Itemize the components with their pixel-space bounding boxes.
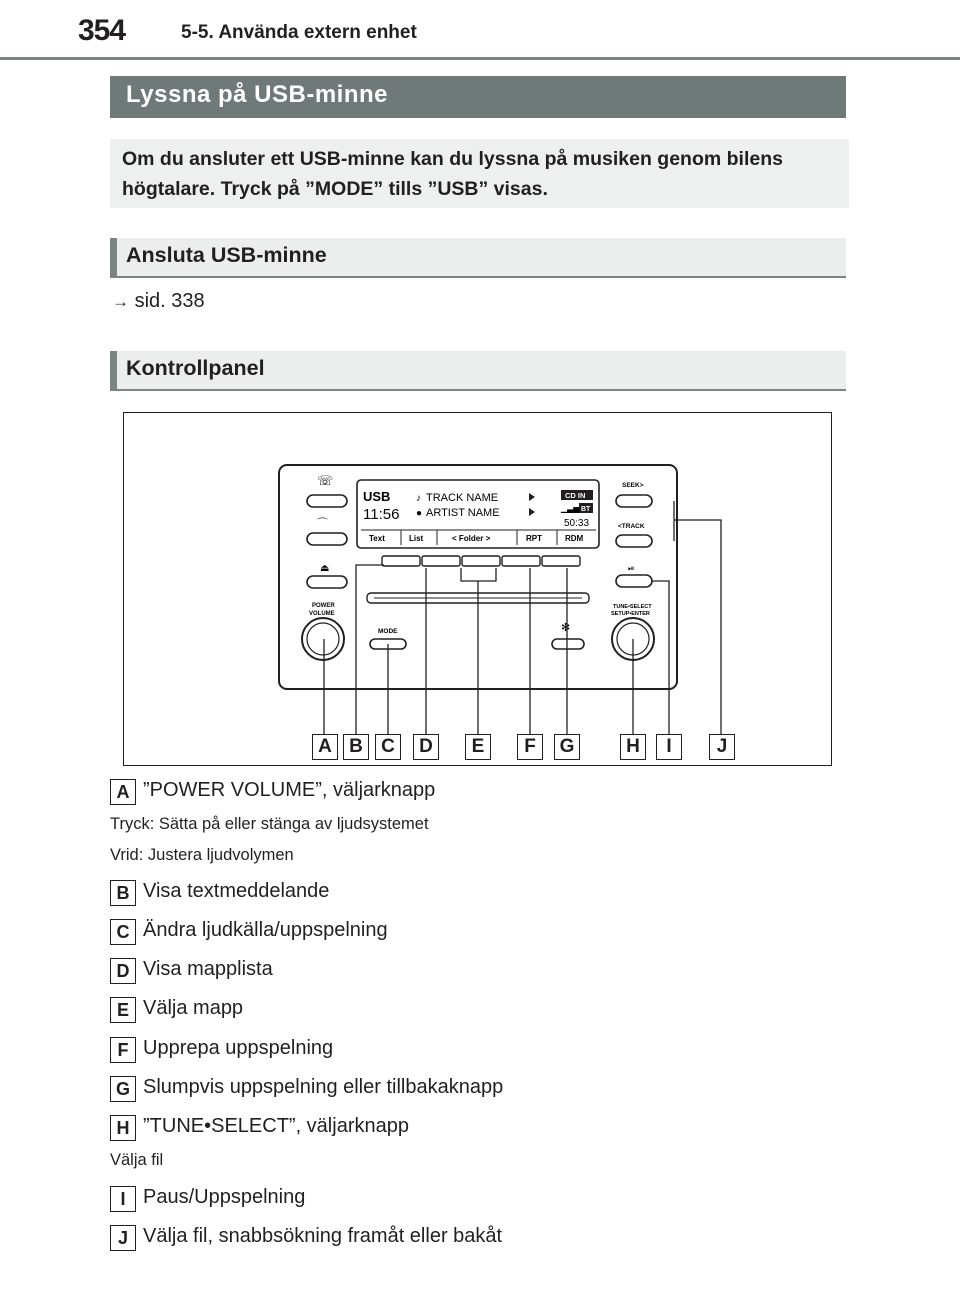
item-text-a: ”POWER VOLUME”, väljarknapp bbox=[143, 779, 436, 801]
setup-label: SETUP•ENTER bbox=[611, 611, 650, 617]
item-label-i: I bbox=[110, 1186, 136, 1212]
person-icon: ● bbox=[416, 508, 423, 519]
softkey-label-folder: < Folder > bbox=[452, 534, 491, 543]
item-text-e: Välja mapp bbox=[143, 997, 244, 1019]
panel-heading bbox=[110, 351, 846, 391]
header-rule bbox=[0, 57, 960, 60]
callout-i: I bbox=[656, 734, 682, 760]
chapter-title: 5-5. Använda extern enhet bbox=[181, 22, 417, 43]
volume-label: VOLUME bbox=[309, 611, 335, 617]
softkey-label-rpt: RPT bbox=[526, 534, 542, 543]
screen-time: 50:33 bbox=[564, 518, 590, 529]
power-volume-knob bbox=[302, 618, 344, 660]
brightness-icon: ✻ bbox=[561, 621, 571, 634]
item-text-b: Visa textmeddelande bbox=[143, 880, 330, 902]
seek-label: SEEK> bbox=[622, 482, 644, 489]
item-text-j: Välja fil, snabbsökning framåt eller bakåt bbox=[143, 1225, 503, 1247]
item-note-a-1: Tryck: Sätta på eller stänga av ljudsystemet bbox=[110, 815, 429, 833]
softkey-label-list: List bbox=[409, 534, 424, 543]
track-label: <TRACK bbox=[618, 523, 645, 530]
intro-text: Om du ansluter ett USB-minne kan du lyssna på musiken genom bilens högtalare. Tryck på ”MODE” tills ”USB” visas. bbox=[122, 148, 783, 200]
item-text-c: Ändra ljudkälla/uppspelning bbox=[143, 919, 388, 941]
screen-artist: ARTIST NAME bbox=[426, 507, 500, 519]
item-note-h-1: Välja fil bbox=[110, 1151, 164, 1169]
item-label-d: D bbox=[110, 958, 136, 984]
setup-button bbox=[552, 639, 584, 649]
item-text-h: ”TUNE•SELECT”, väljarknapp bbox=[143, 1115, 409, 1137]
page-reference[interactable] bbox=[112, 290, 205, 313]
callout-a: A bbox=[312, 734, 338, 760]
note-icon: ♪ bbox=[416, 493, 421, 504]
play-pause-icon: ⏯ bbox=[628, 564, 635, 573]
control-panel-figure bbox=[123, 412, 832, 766]
callout-h: H bbox=[620, 734, 646, 760]
reference-text: sid. 338 bbox=[134, 290, 205, 312]
callout-d: D bbox=[413, 734, 439, 760]
item-text-f: Upprepa uppspelning bbox=[143, 1037, 334, 1059]
phone-icon: ☏ bbox=[317, 474, 334, 489]
track-button bbox=[616, 535, 652, 547]
connect-title: Ansluta USB-minne bbox=[126, 243, 327, 267]
eject-icon: ⏏ bbox=[320, 563, 330, 574]
section-title: Lyssna på USB-minne bbox=[126, 81, 389, 108]
connect-heading bbox=[110, 238, 846, 278]
eject-button bbox=[307, 576, 347, 588]
softkey-row bbox=[382, 556, 580, 566]
signal-icon: ▁▃▅ bbox=[561, 504, 580, 513]
hangup-button bbox=[307, 533, 347, 545]
track-arrow-icon bbox=[529, 493, 535, 501]
item-label-g: G bbox=[110, 1076, 136, 1102]
item-label-a: A bbox=[110, 779, 136, 805]
callout-b: B bbox=[343, 734, 369, 760]
item-text-i: Paus/Uppspelning bbox=[143, 1186, 306, 1208]
item-label-e: E bbox=[110, 997, 136, 1023]
artist-arrow-icon bbox=[529, 508, 535, 516]
mode-label: MODE bbox=[378, 628, 398, 635]
item-label-h: H bbox=[110, 1115, 136, 1141]
item-label-j: J bbox=[110, 1225, 136, 1251]
item-note-a-2: Vrid: Justera ljudvolymen bbox=[110, 846, 294, 864]
screen-track: TRACK NAME bbox=[426, 492, 499, 504]
softkey-label-rdm: RDM bbox=[565, 534, 584, 543]
power-label: POWER bbox=[312, 603, 335, 609]
softkey-label-text: Text bbox=[369, 534, 385, 543]
hangup-icon: ⌒ bbox=[317, 517, 328, 530]
tune-label: TUNE•SELECT bbox=[613, 604, 652, 610]
play-pause-button bbox=[616, 575, 652, 587]
item-label-f: F bbox=[110, 1037, 136, 1063]
intro-box bbox=[110, 139, 849, 208]
screen-source: USB bbox=[363, 489, 391, 504]
panel-title: Kontrollpanel bbox=[126, 356, 265, 380]
callout-j: J bbox=[709, 734, 735, 760]
page-number: 354 bbox=[78, 14, 126, 47]
screen-clock: 11:56 bbox=[363, 506, 400, 523]
cd-badge-text: CD IN bbox=[565, 491, 586, 500]
callout-e: E bbox=[465, 734, 491, 760]
item-label-c: C bbox=[110, 919, 136, 945]
item-text-d: Visa mapplista bbox=[143, 958, 273, 980]
seek-button bbox=[616, 495, 652, 507]
callout-g: G bbox=[554, 734, 580, 760]
control-panel-illustration bbox=[124, 413, 830, 764]
callout-c: C bbox=[375, 734, 401, 760]
arrow-icon: → bbox=[112, 292, 129, 311]
callout-f: F bbox=[517, 734, 543, 760]
item-label-b: B bbox=[110, 880, 136, 906]
bt-badge-text: BT bbox=[581, 506, 591, 513]
section-heading bbox=[110, 76, 846, 118]
item-text-g: Slumpvis uppspelning eller tillbakaknapp bbox=[143, 1076, 504, 1098]
phone-button bbox=[307, 495, 347, 507]
